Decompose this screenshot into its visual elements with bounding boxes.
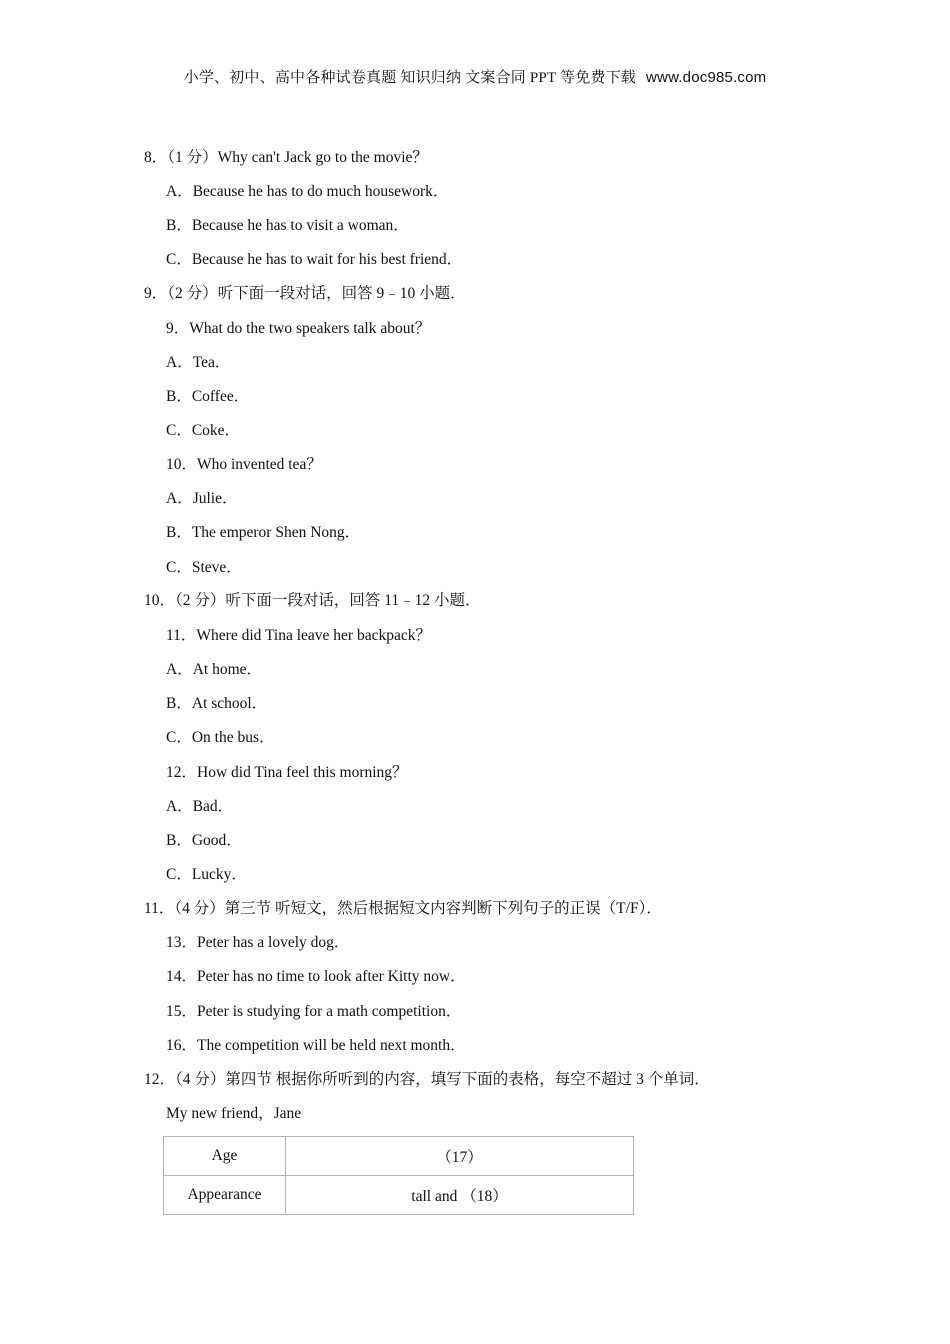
subquestion-11: 11．Where did Tina leave her backpack？ bbox=[166, 627, 431, 644]
subquestion-9: 9．What do the two speakers talk about？ bbox=[166, 320, 431, 337]
row-label-appearance: Appearance bbox=[164, 1176, 286, 1215]
page-header bbox=[0, 66, 950, 87]
info-table bbox=[163, 1136, 634, 1215]
option-8a: A．Because he has to do much housework． bbox=[166, 183, 449, 200]
option-8c: C．Because he has to wait for his best friend． bbox=[166, 251, 463, 268]
option-8b: B．Because he has to visit a woman． bbox=[166, 217, 409, 234]
blank-17: （17） bbox=[286, 1137, 634, 1176]
option-11a: A．At home． bbox=[166, 661, 263, 678]
question-9: 9．（2 分）听下面一段对话，回答 9﹣10 小题． bbox=[144, 285, 466, 302]
statement-16: 16．The competition will be held next month． bbox=[166, 1037, 466, 1054]
header-text: 小学、初中、高中各种试卷真题 知识归纳 文案合同 PPT 等免费下载 bbox=[183, 70, 637, 86]
table-caption: My new friend，Jane bbox=[166, 1105, 302, 1122]
table-row bbox=[164, 1137, 634, 1176]
option-10a: A．Julie． bbox=[166, 490, 238, 507]
option-12c: C．Lucky． bbox=[166, 866, 247, 883]
statement-13: 13．Peter has a lovely dog． bbox=[166, 934, 350, 951]
row-label-age: Age bbox=[164, 1137, 286, 1176]
option-9a: A．Tea． bbox=[166, 354, 231, 371]
option-12a: A．Bad． bbox=[166, 798, 234, 815]
option-12b: B．Good． bbox=[166, 832, 242, 849]
statement-14: 14．Peter has no time to look after Kitty now． bbox=[166, 968, 466, 985]
option-9c: C．Coke． bbox=[166, 422, 241, 439]
question-10: 10．（2 分）听下面一段对话，回答 11﹣12 小题． bbox=[144, 592, 481, 609]
blank-18: tall and （18） bbox=[286, 1176, 634, 1215]
option-9b: B．Coffee． bbox=[166, 388, 250, 405]
option-11b: B．At school． bbox=[166, 695, 268, 712]
subquestion-12: 12．How did Tina feel this morning？ bbox=[166, 764, 408, 781]
statement-15: 15．Peter is studying for a math competition． bbox=[166, 1003, 462, 1020]
question-11: 11．（4 分）第三节 听短文，然后根据短文内容判断下列句子的正误（T/F）． bbox=[144, 900, 662, 917]
option-10b: B．The emperor Shen Nong． bbox=[166, 524, 361, 541]
subquestion-10: 10．Who invented tea？ bbox=[166, 456, 322, 473]
question-8: 8．（1 分）Why can't Jack go to the movie？ bbox=[144, 149, 428, 166]
table-row bbox=[164, 1176, 634, 1215]
option-10c: C．Steve． bbox=[166, 559, 242, 576]
question-12: 12．（4 分）第四节 根据你所听到的内容，填写下面的表格，每空不超过 3 个单词． bbox=[144, 1071, 710, 1088]
header-url: www.doc985.com bbox=[646, 69, 767, 86]
option-11c: C．On the bus． bbox=[166, 729, 275, 746]
